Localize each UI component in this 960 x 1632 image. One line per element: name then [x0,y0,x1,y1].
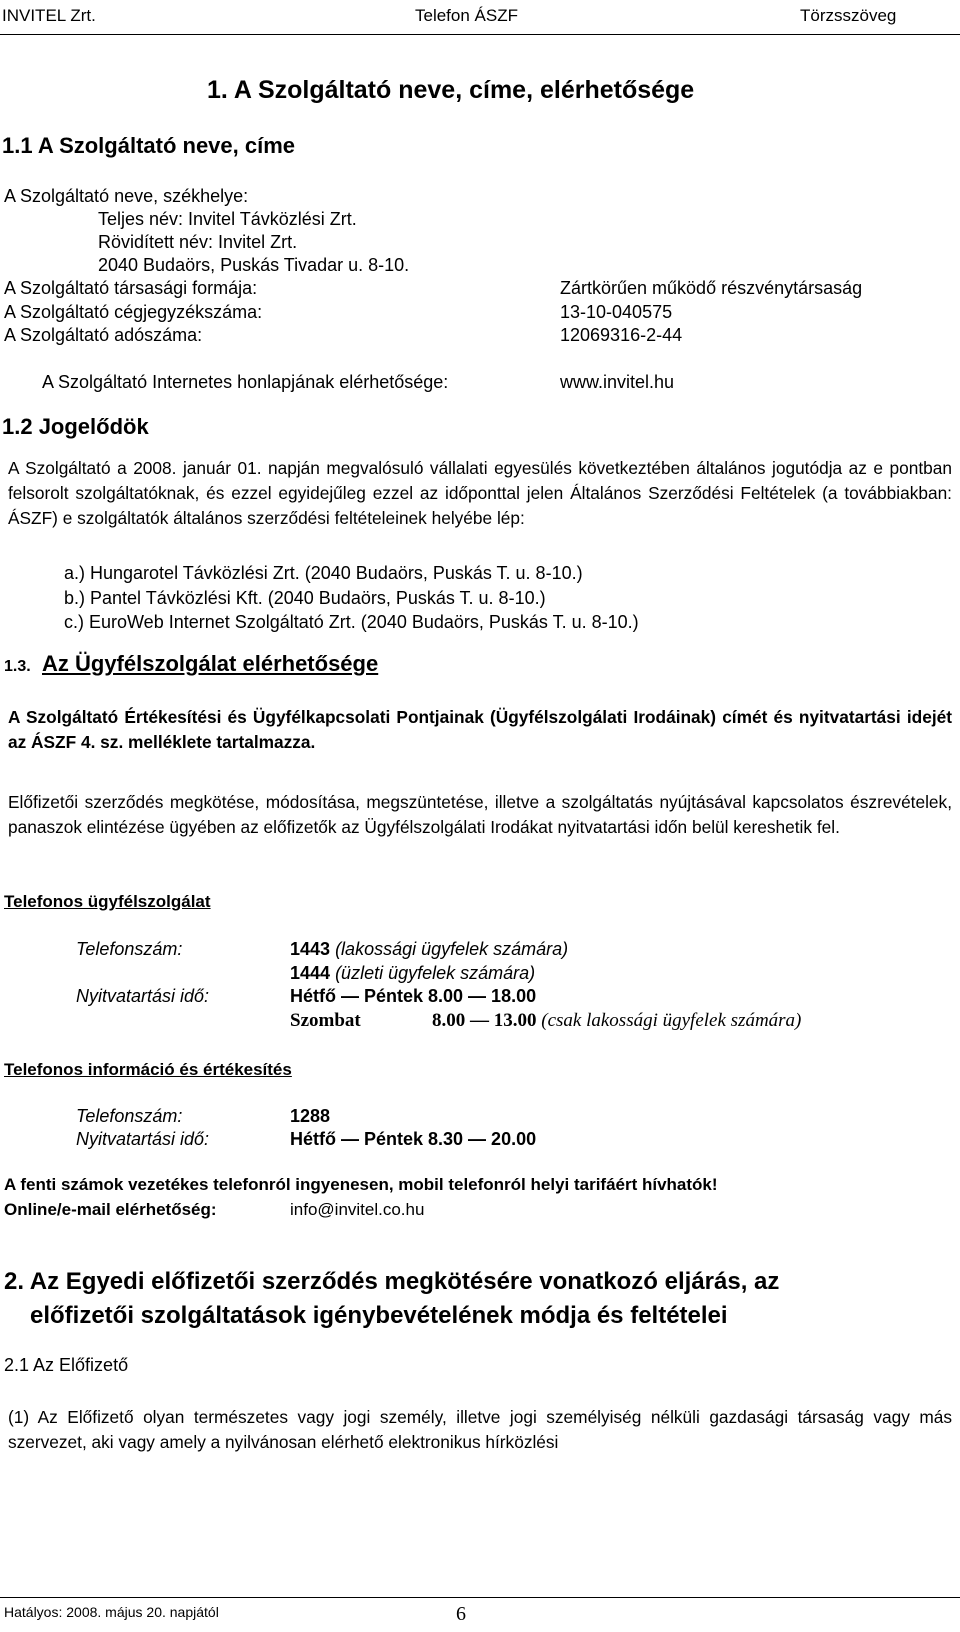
info-service-hours: Hétfő — Péntek 8.30 — 20.00 [290,1129,537,1149]
section13-number: 1.3. [4,658,31,675]
web-label: A Szolgáltató Internetes honlapjának elérhetősége: [42,372,449,392]
footer-effective-date: Hatályos: 2008. május 20. napjától [4,1604,219,1620]
free-calls-note: A fenti számok vezetékes telefonról ingyenesen, mobil telefonról helyi tarifáért hívhatók! [4,1175,718,1194]
web-value: www.invitel.hu [560,372,675,392]
section2-title-line2: előfizetői szolgáltatások igénybevételének módja és feltételei [30,1302,728,1329]
reg-label: A Szolgáltató cégjegyzékszáma: [4,302,263,322]
phone-number-1443: 1443 [290,939,331,959]
short-name: Rövidített név: Invitel Zrt. [98,232,298,252]
predecessor-a: a.) Hungarotel Távközlési Zrt. (2040 Budaörs, Puskás T. u. 8-10.) [64,563,583,583]
section2-title-line1: 2. Az Egyedi előfizetői szerződés megkötésére vonatkozó eljárás, az [4,1268,780,1295]
info-service-number: 1288 [290,1106,331,1126]
phone-number-1444: 1444 [290,963,331,983]
online-label: Online/e-mail elérhetőség: [4,1200,217,1219]
info-service-title: Telefonos információ és értékesítés [4,1060,292,1079]
footer-divider [0,1597,960,1598]
header-right: Törzsszöveg [800,6,897,25]
saturday-note: (csak lakossági ügyfelek számára) [541,1010,802,1031]
phone-number-1444-note: (üzleti ügyfelek számára) [335,963,536,983]
info-service-phone-label: Telefonszám: [76,1106,183,1126]
phone-service-title: Telefonos ügyfélszolgálat [4,892,211,911]
saturday-label: Szombat [290,1010,361,1031]
form-value: Zártkörűen működő részvénytársaság [560,278,863,298]
tax-label: A Szolgáltató adószáma: [4,325,203,345]
phone-service-hours-label: Nyitvatartási idő: [76,986,210,1006]
address: 2040 Budaörs, Puskás Tivadar u. 8-10. [98,255,410,275]
section21-title: 2.1 Az Előfizető [4,1355,129,1375]
phone-service-hours-weekday: Hétfő — Péntek 8.00 — 18.00 [290,986,537,1006]
section1-title: 1. A Szolgáltató neve, címe, elérhetősége [207,76,695,104]
section12-text: A Szolgáltató a 2008. január 01. napján megvalósuló vállalati egyesülés következtében általános jogutódja az e pontban felsorolt szolgáltatóknak, és ezzel egyidejűleg ezzel az időponttal jelen Általános Szerződési Feltételek (a továbbiakban: ÁSZF) e szolgáltatók általános szerződési feltételeinek helyébe lép: [8,458,952,528]
section21-text: (1) Az Előfizető olyan természetes vagy jogi személy, illetve jogi személyiség nélküli gazdasági társaság vagy más szervezet, aki vagy amely a nyilvánosan elérhető elektronikus hírközlési [8,1407,952,1452]
tax-value: 12069316-2-44 [560,325,683,345]
page-number: 6 [456,1603,466,1625]
form-label: A Szolgáltató társasági formája: [4,278,258,298]
section12-title: 1.2 Jogelődök [2,414,149,439]
phone-number-1443-note: (lakossági ügyfelek számára) [335,939,569,959]
phone-service-phone-label: Telefonszám: [76,939,183,959]
header-left: INVITEL Zrt. [2,6,96,25]
header-divider [0,34,960,35]
reg-value: 13-10-040575 [560,302,673,322]
section11-title: 1.1 A Szolgáltató neve, címe [2,133,296,158]
section13-text: Előfizetői szerződés megkötése, módosítása, megszüntetése, illetve a szolgáltatás nyújtásával kapcsolatos észrevételek, panaszok elintézése ügyében az előfizetők az Ügyfélszolgálati Irodákat nyitvatartási időn belül kereshetik fel. [8,792,952,837]
header-center: Telefon ÁSZF [415,6,518,25]
predecessor-c: c.) EuroWeb Internet Szolgáltató Zrt. (2040 Budaörs, Puskás T. u. 8-10.) [64,612,639,632]
saturday-hours: 8.00 — 13.00 [432,1010,537,1031]
online-email: info@invitel.co.hu [290,1200,425,1219]
full-name: Teljes név: Invitel Távközlési Zrt. [98,209,357,229]
name-label: A Szolgáltató neve, székhelye: [4,186,249,206]
section13-bold-text: A Szolgáltató Értékesítési és Ügyfélkapcsolati Pontjainak (Ügyfélszolgálati Irodáinak) címét és nyitvatartási idejét az ÁSZF 4. sz. melléklete tartalmazza. [8,707,952,752]
section13-title: Az Ügyfélszolgálat elérhetősége [42,651,379,676]
predecessor-b: b.) Pantel Távközlési Kft. (2040 Budaörs, Puskás T. u. 8-10.) [64,588,546,608]
info-service-hours-label: Nyitvatartási idő: [76,1129,210,1149]
